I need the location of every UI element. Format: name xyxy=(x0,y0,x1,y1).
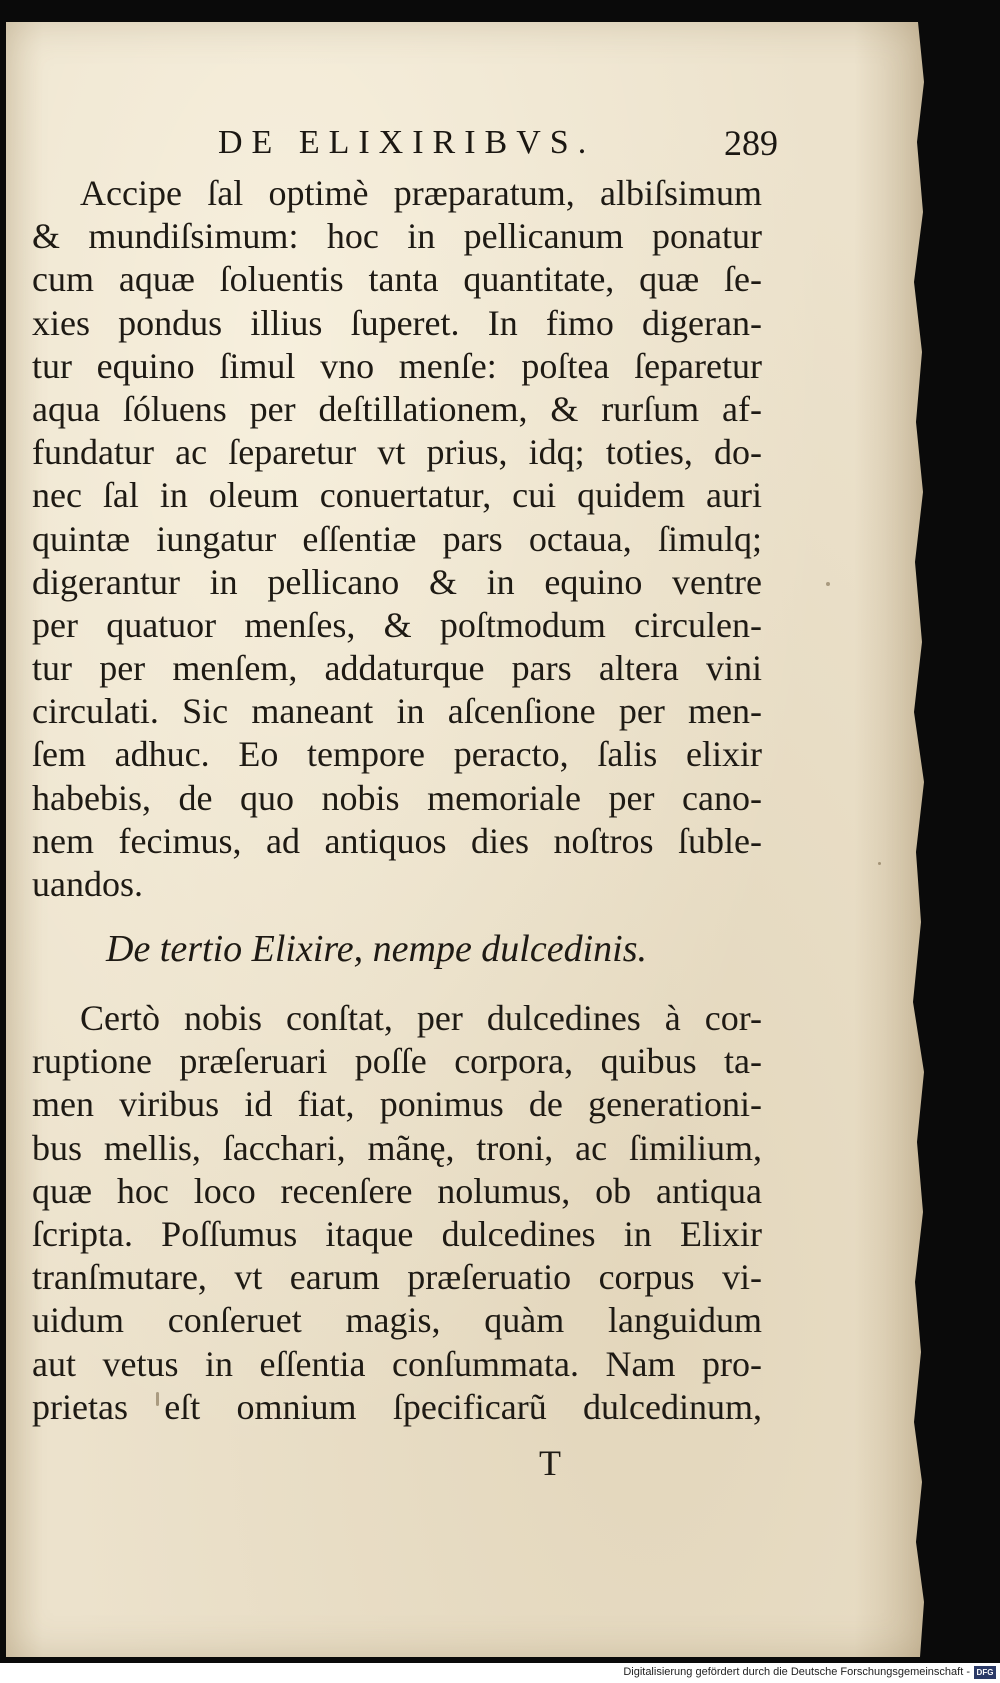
text-line: Accipe ſal optimè præparatum, albiſsimum xyxy=(80,173,762,213)
digitization-footer xyxy=(0,1663,1000,1683)
torn-page-edge xyxy=(906,22,928,1657)
section-heading: De tertio Elixire, nempe dulcedinis. xyxy=(106,928,647,970)
text-line: ſem adhuc. Eo tempore peracto, ſalis elixir xyxy=(32,734,762,775)
text-line: nec ſal in oleum conuertatur, cui quidem auri xyxy=(32,475,762,516)
text-line: tranſmutare, vt earum præſeruatio corpus vi- xyxy=(32,1257,762,1298)
text-line: tur per menſem, addaturque pars altera vini xyxy=(32,648,762,689)
text-line: uandos. xyxy=(32,864,143,904)
dfg-logo: DFG xyxy=(974,1666,996,1679)
text-line: quintæ iungatur eſſentiæ pars octaua, ſimulq; xyxy=(32,518,762,559)
signature-mark: T xyxy=(539,1443,561,1483)
text-line: per quatuor menſes, & poſtmodum circulen- xyxy=(32,604,762,645)
text-line: men viribus id fiat, ponimus de generationi- xyxy=(32,1084,762,1125)
book-page xyxy=(6,22,928,1657)
text-line: uidum conſeruet magis, quàm languidum xyxy=(32,1300,762,1341)
text-line: Certò nobis conſtat, per dulcedines à cor- xyxy=(80,998,762,1038)
text-line: prietas eſt omnium ſpecificarũ dulcedinum, xyxy=(32,1386,762,1427)
text-line: quæ hoc loco recenſere nolumus, ob antiqua xyxy=(32,1170,762,1211)
text-line: xies pondus illius ſuperet. In fimo digeran- xyxy=(32,302,762,343)
running-head: DE ELIXIRIBVS. xyxy=(218,124,596,161)
text-line: fundatur ac ſeparetur vt prius, idq; toties, do- xyxy=(32,432,762,473)
text-line: ruptione præſeruari poſſe corpora, quibus ta- xyxy=(32,1041,762,1082)
text-line: habebis, de quo nobis memoriale per cano- xyxy=(32,777,762,818)
text-line: cum aquæ ſoluentis tanta quantitate, quæ ſe- xyxy=(32,259,762,300)
text-line: digerantur in pellicano & in equino ventre xyxy=(32,561,762,602)
page-header xyxy=(218,102,778,162)
paper-speck xyxy=(878,862,881,865)
text-line: bus mellis, ſacchari, mãnę, troni, ac ſimilium, xyxy=(32,1127,762,1168)
text-line: & mundiſsimum: hoc in pellicanum ponatur xyxy=(32,216,762,257)
paragraph-1 xyxy=(32,172,762,906)
text-line: circulati. Sic maneant in aſcenſione per men- xyxy=(32,691,762,732)
text-line: tur equino ſimul vno menſe: poſtea ſeparetur xyxy=(32,345,762,386)
paragraph-2 xyxy=(32,997,762,1429)
text-line: nem fecimus, ad antiquos dies noſtros ſuble- xyxy=(32,820,762,861)
text-line: ſcripta. Poſſumus itaque dulcedines in Elixir xyxy=(32,1213,762,1254)
text-line: aut vetus in eſſentia conſummata. Nam pro- xyxy=(32,1343,762,1384)
text-line: aqua ſóluens per deſtillationem, & rurſum af- xyxy=(32,388,762,429)
paper-speck xyxy=(826,582,830,586)
page-number: 289 xyxy=(724,123,778,163)
funding-credit: Digitalisierung gefördert durch die Deutsche Forschungsgemeinschaft - xyxy=(623,1666,970,1678)
